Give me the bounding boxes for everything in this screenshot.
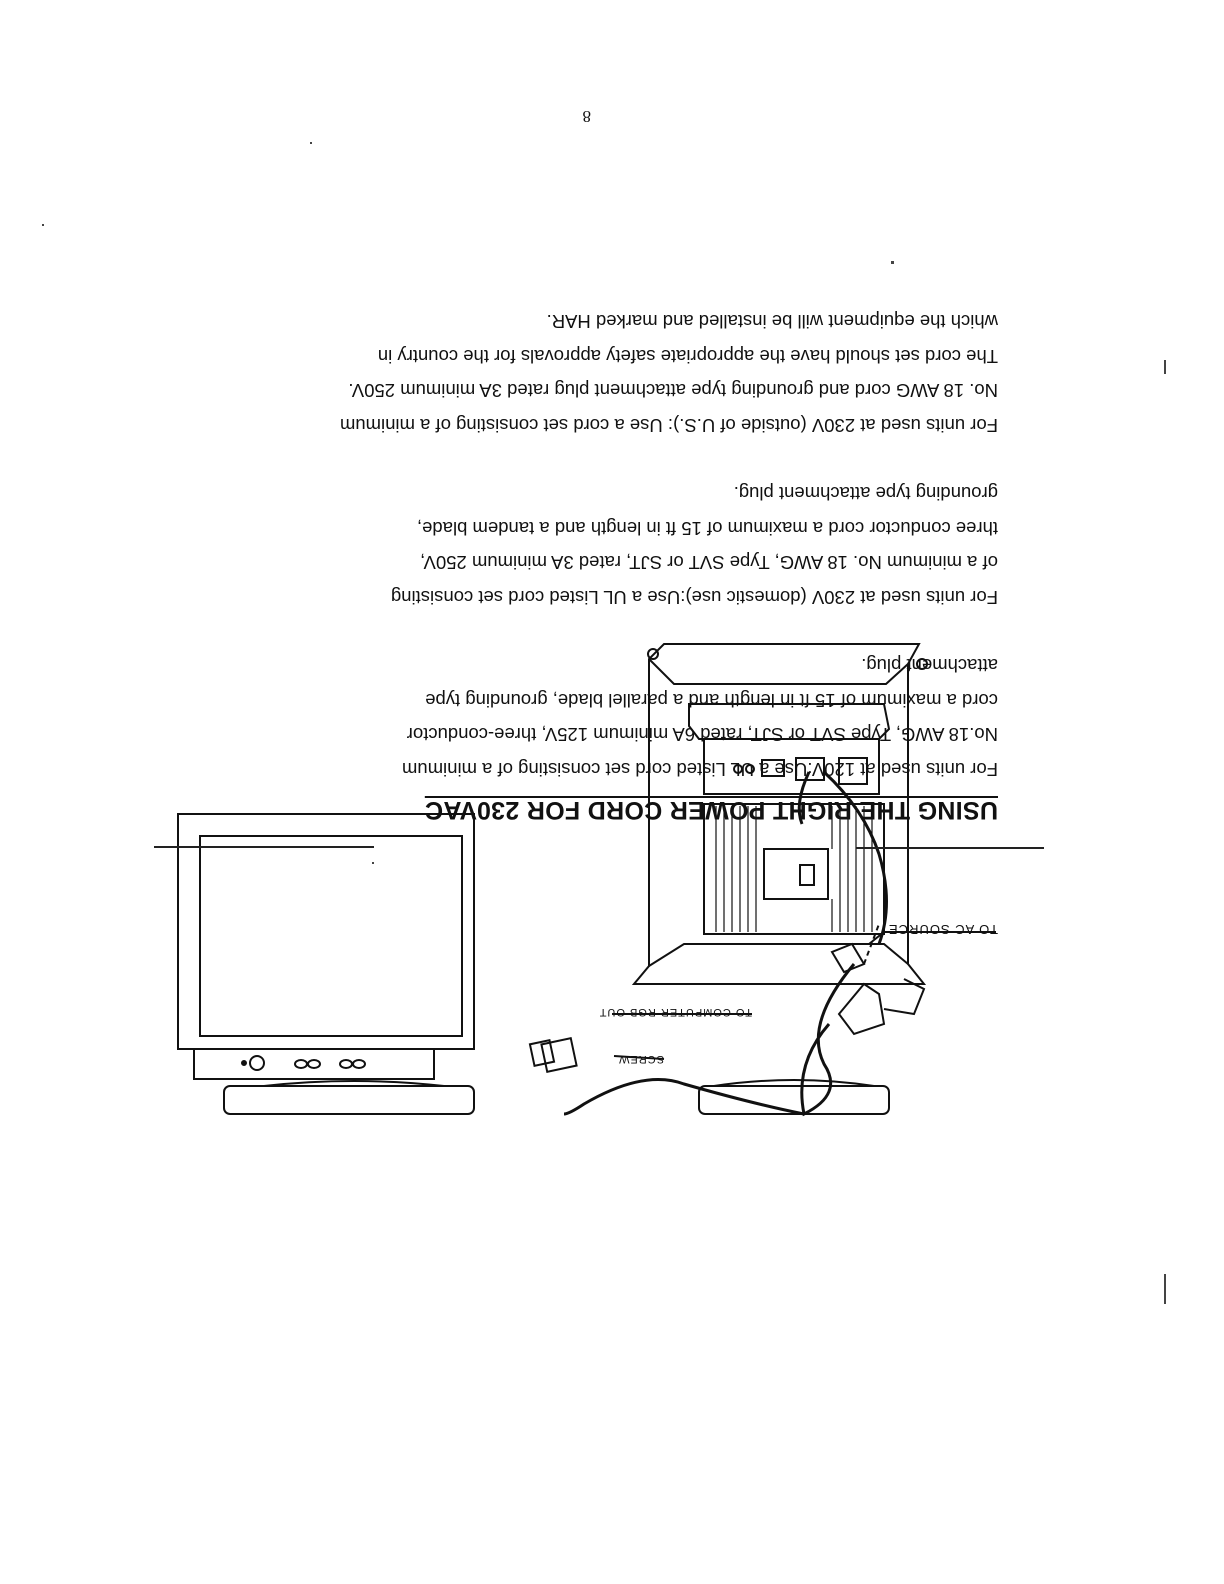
page-number: 8 [582, 107, 591, 126]
scan-speck [372, 862, 374, 864]
paragraph-line: The cord set should have the appropriate safety approvals for the country in [377, 346, 998, 367]
paragraph-line: For units used at 230V (outside of U.S.): Use a cord set consisting of a minimum [339, 415, 998, 436]
scan-speck [891, 261, 894, 264]
paragraph-line: No.18 AWG, Type SVT or SJT, rated 6A minimum 125V, three-conductor [406, 724, 998, 746]
paragraph-line: of a minimum No. 18 AWG, Type SVT or SJT, rated 3A minimum 250V, [420, 552, 998, 574]
section-heading: USING THE RIGHT POWER CORD FOR 230VAC [424, 796, 998, 824]
paragraph-230v-outside-us [340, 304, 998, 442]
heading-rule [154, 846, 374, 848]
paragraph-line: cord a maximum of 15 ft in length and a parallel blade, grounding type [425, 690, 998, 711]
label-ac-source: TO AC SOURCE [887, 922, 998, 937]
paragraph-120v [402, 648, 998, 786]
paragraph-line: For units used at 120V:Use a UL Listed cord set consisting of a minimum [401, 759, 998, 780]
paragraph-line: attachment plug. [861, 655, 998, 677]
paragraph-line: three conductor cord a maximum of 15 ft in length and a tandem blade, [416, 518, 998, 539]
paragraph-line: grounding type attachment plug. [733, 483, 998, 505]
scan-speck [1164, 1274, 1166, 1304]
paragraph-230v-domestic [391, 476, 998, 614]
paragraph-line: For units used at 230V (domestic use):Use a UL Listed cord set consisting [390, 587, 998, 608]
paragraph-line: No. 18 AWG cord and grounding type attachment plug rated 3A minimum 250V. [348, 380, 998, 402]
paragraph-line: which the equipment will be installed and marked HAR. [546, 311, 998, 333]
scan-speck [42, 224, 44, 226]
label-screw: SCREW [618, 1053, 664, 1065]
label-computer-rgb-out: TO COMPUTER RGB OUT [598, 1006, 752, 1018]
scan-speck [310, 142, 312, 144]
heading-rule [856, 847, 1044, 849]
scan-speck [1164, 360, 1166, 374]
monitor-front-view [178, 814, 474, 1114]
